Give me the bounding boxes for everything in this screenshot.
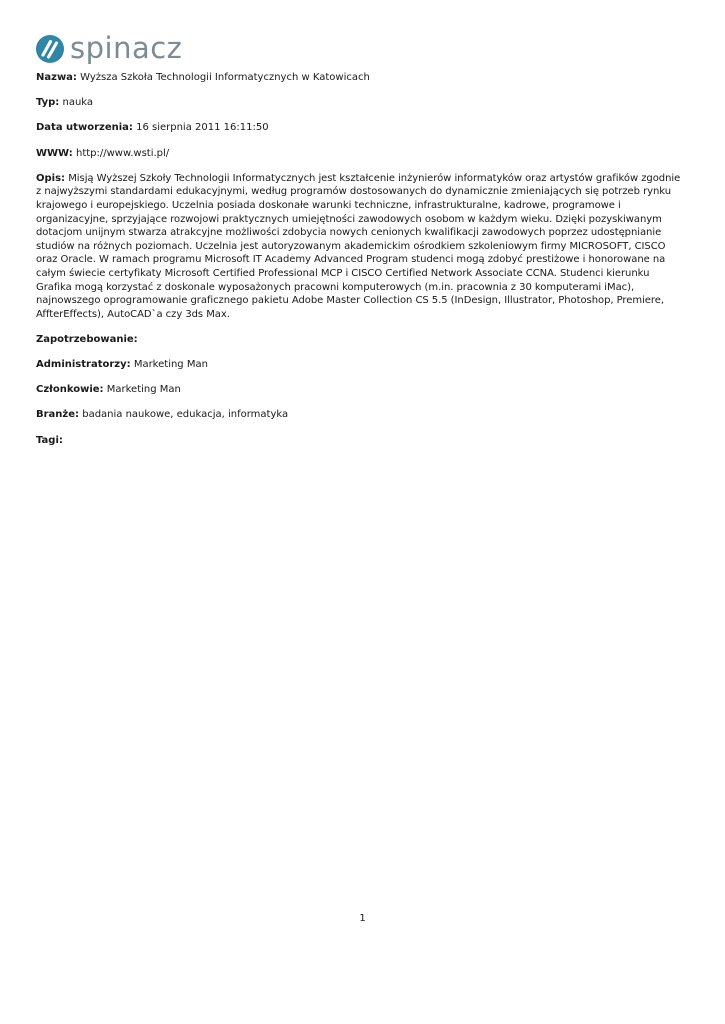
page-number: 1 — [359, 913, 366, 924]
www-link[interactable]: http://www.wsti.pl/ — [75, 147, 170, 159]
field-label: Administratorzy: — [36, 359, 131, 371]
field-www — [36, 147, 688, 161]
field-nazwa — [36, 71, 688, 85]
field-value: 16 sierpnia 2011 16:11:50 — [136, 122, 269, 134]
field-label: Branże: — [36, 409, 80, 421]
field-branze — [36, 408, 688, 422]
field-typ — [36, 96, 688, 110]
logo-text: spinacz — [70, 31, 183, 65]
field-label: Członkowie: — [36, 384, 104, 396]
field-value: Marketing Man — [106, 384, 181, 396]
field-value: nauka — [62, 97, 94, 109]
field-czlonkowie — [36, 383, 688, 397]
field-value: Marketing Man — [133, 359, 208, 371]
field-value: Misją Wyższej Szkoły Technologii Informatycznych jest kształcenie inżynierów informatyków oraz artystów grafików zgodnie z najwyższymi standardami edukacyjnymi, według programów dostosowanych do dynamicznie zmieniających się potrzeb rynku krajowego i europejskiego. Uczelnia posiada doskonałe warunki techniczne, infrastrukturalne, kadrowe, programowe i organizacyjne, sprzyjające rozwojowi praktycznych umiejętności zawodowych osobom w każdym wieku. Dzięki pozyskiwanym dotacjom unijnym stwarza atrakcyjne możliwości zdobycia nowych cenionych kwalifikacji zawodowych poprzez udostępnianie studiów na różnych poziomach. Uczelnia jest autoryzowanym akademickim ośrodkiem szkoleniowym firmy MICROSOFT, CISCO oraz Oracle. W ramach programu Microsoft IT Academy Advanced Program studenci mogą zdobyć prestiżowe i honorowane na całym świecie certyfikaty Microsoft Certified Professional MCP i CISCO Certified Network Associate CCNA. Studenci kierunku Grafika mogą korzystać z doskonale wyposażonych pracowni komputerowych (m.in. pracownia z 30 komputerami iMac), najnowszego oprogramowanie graficznego pakietu Adobe Master Collection CS 5.5 (InDesign, Illustrator, Photoshop, Premiere, AffterEffects), AutoCAD`a czy 3ds Max. — [36, 172, 681, 320]
field-administratorzy — [36, 358, 688, 372]
field-label: Typ: — [36, 97, 60, 109]
field-opis — [36, 172, 688, 322]
field-value: badania naukowe, edukacja, informatyka — [82, 409, 289, 421]
spinacz-logo-icon — [35, 34, 65, 64]
field-label: Opis: — [36, 172, 66, 184]
spinacz-logo — [35, 33, 182, 65]
field-label: Nazwa: — [36, 72, 77, 83]
field-label: WWW: — [36, 147, 73, 159]
field-value: Wyższa Szkoła Technologii Informatycznych w Katowicach — [80, 72, 370, 83]
field-label: Zapotrzebowanie: — [36, 333, 138, 345]
field-zapotrzebowanie — [36, 333, 688, 347]
record-details — [36, 71, 688, 459]
field-label: Data utworzenia: — [36, 122, 133, 134]
field-tagi — [36, 434, 688, 448]
field-label: Tagi: — [36, 434, 63, 446]
field-data-utworzenia — [36, 121, 688, 135]
